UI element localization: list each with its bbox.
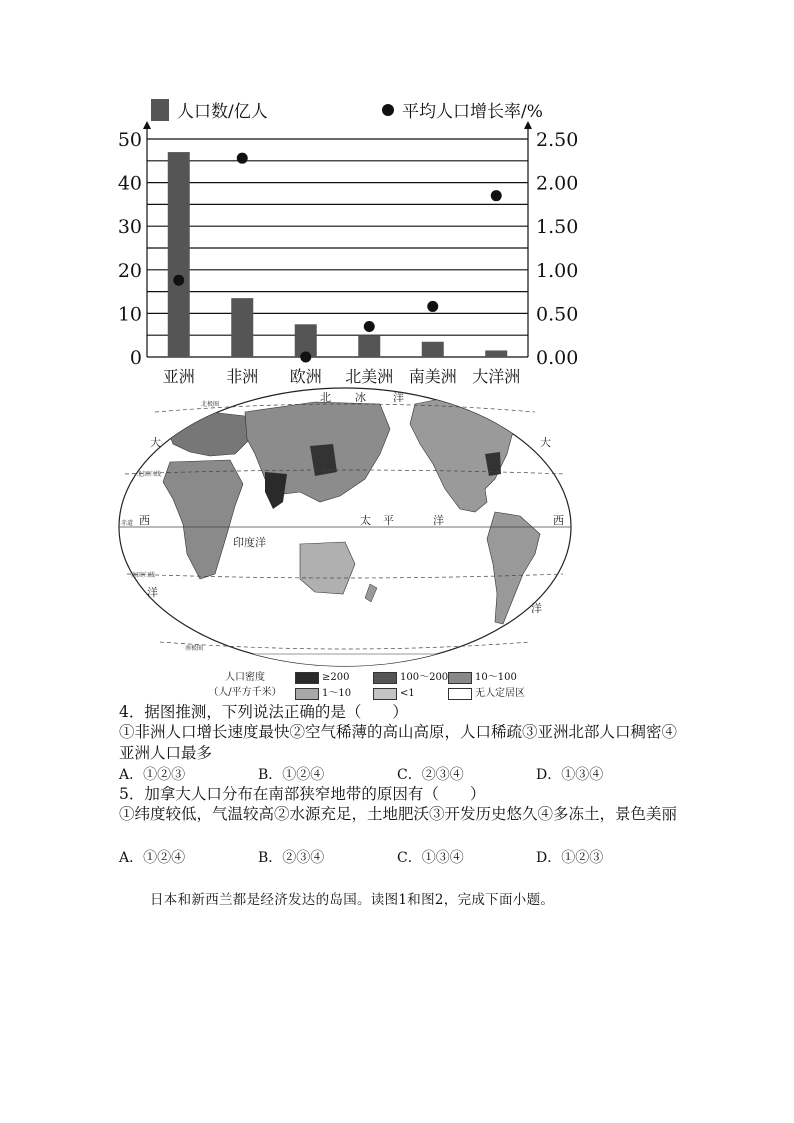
left-axis-arrow: [143, 121, 151, 129]
growth-point-非洲: [237, 153, 248, 164]
label-tropic-n: 北回归线: [137, 471, 162, 478]
label-arctic-1: 北: [320, 391, 331, 404]
greenland-shape: [495, 388, 527, 414]
right-axis-arrow: [524, 121, 532, 129]
map-legend-title-2: （人/平方千米）: [208, 687, 282, 698]
y-right-tick-label: 1.00: [536, 259, 579, 282]
option-a[interactable]: A．①②③: [119, 767, 186, 783]
legend-label: 1～10: [322, 688, 352, 699]
y-right-tick-label: 2.50: [536, 129, 579, 151]
swatch: [448, 688, 472, 700]
label-arctic-2: 冰: [355, 391, 366, 404]
question-4-statements: ①非洲人口增长速度最快②空气稀薄的高山高原，人口稀疏③亚洲北部人口稠密④亚洲人口最多: [119, 723, 678, 762]
x-tick-label: 非洲: [226, 367, 259, 386]
swatch: [295, 688, 319, 700]
option-c[interactable]: C．①③④: [397, 850, 464, 866]
legend-dot-swatch: [382, 104, 394, 116]
y-left-tick-label: 0: [129, 347, 142, 369]
bar-非洲: [231, 298, 253, 357]
antarctica-shape: [155, 654, 535, 669]
legend-growth: [382, 97, 543, 122]
bar-亚洲: [168, 152, 190, 357]
label-atlantic-ne: 大: [540, 436, 551, 449]
legend-population: [151, 97, 268, 122]
y-left-tick-label: 10: [117, 303, 142, 326]
label-pacific-3: 洋: [433, 514, 444, 527]
legend-label: <1: [400, 688, 415, 699]
y-right-tick-label: 2.00: [536, 172, 579, 195]
label-ocean-sw: 洋: [147, 586, 158, 599]
label-arctic-circle: 北极圈: [201, 401, 220, 408]
label-ocean-se: 洋: [531, 602, 542, 615]
legend-density-10-100: [448, 670, 517, 685]
swatch: [295, 672, 319, 684]
x-tick-label: 欧洲: [289, 367, 322, 386]
growth-point-大洋洲: [491, 190, 502, 201]
y-left-tick-label: 20: [117, 259, 142, 282]
label-west-left: 西: [139, 514, 150, 527]
label-antarctic-circle: 南极圈: [185, 645, 204, 652]
label-arctic-3: 洋: [393, 391, 404, 404]
legend-label: ≥200: [322, 672, 350, 683]
label-pacific-1: 太: [360, 514, 371, 527]
question-5-statements: ①纬度较低，气温较高②水源充足，土地肥沃③开发历史悠久④多冻土，景色美丽: [119, 805, 678, 823]
swatch: [373, 688, 397, 700]
x-tick-label: 南美洲: [408, 367, 457, 386]
label-indian-ocean: 印度洋: [233, 536, 266, 549]
legend-density-1-10: [295, 686, 351, 701]
growth-point-南美洲: [427, 301, 438, 312]
world-population-density-map: [115, 384, 575, 669]
growth-point-亚洲: [173, 275, 184, 286]
y-left-tick-label: 40: [117, 172, 142, 195]
legend-growth-label: 平均人口增长率/%: [402, 102, 543, 122]
x-tick-label: 亚洲: [162, 367, 195, 386]
option-d[interactable]: D．①②③: [536, 850, 604, 866]
growth-point-北美洲: [364, 321, 375, 332]
option-b[interactable]: B．②③④: [258, 850, 325, 866]
map-legend-title-1: 人口密度: [225, 672, 265, 683]
question-4-stem: 4．据图推测，下列说法正确的是（ ）: [119, 703, 408, 721]
option-d[interactable]: D．①③④: [536, 767, 604, 783]
option-b[interactable]: B．①②④: [258, 767, 325, 783]
label-pacific-2: 平: [383, 514, 394, 527]
legend-density-200: [295, 670, 349, 685]
legend-uninhabited: [448, 686, 525, 701]
legend-bar-swatch: [151, 99, 169, 121]
population-chart: [0, 0, 794, 392]
bar-北美洲: [358, 335, 380, 357]
legend-density-100-200: [373, 670, 448, 685]
y-right-tick-label: 1.50: [536, 216, 579, 239]
legend-population-label: 人口数/亿人: [177, 102, 268, 122]
y-right-tick-label: 0.50: [536, 303, 579, 326]
legend-density-lt1: [373, 686, 415, 701]
x-tick-label: 北美洲: [345, 367, 394, 386]
label-atlantic-nw: 大: [150, 436, 161, 449]
legend-label: 无人定居区: [475, 688, 525, 699]
intro-text: 日本和新西兰都是经济发达的岛国。读图1和图2，完成下面小题。: [150, 892, 555, 908]
option-a[interactable]: A．①②④: [119, 850, 186, 866]
swatch: [373, 672, 397, 684]
y-left-tick-label: 30: [117, 216, 142, 239]
label-west-right: 西: [553, 514, 564, 527]
bar-南美洲: [422, 342, 444, 357]
option-c[interactable]: C．②③④: [397, 767, 464, 783]
legend-label: 100～200: [400, 672, 449, 683]
swatch: [448, 672, 472, 684]
x-tick-label: 大洋洲: [472, 367, 521, 386]
map-legend-title: [190, 670, 300, 700]
label-tropic-s: 南回归线: [131, 572, 156, 579]
y-left-tick-label: 50: [117, 129, 142, 151]
question-5-stem: 5．加拿大人口分布在南部狭窄地带的原因有（ ）: [119, 785, 486, 803]
y-right-tick-label: 0.00: [536, 347, 579, 369]
bar-大洋洲: [485, 350, 507, 357]
legend-label: 10～100: [475, 672, 517, 683]
label-equator: 赤道: [121, 520, 134, 527]
growth-point-欧洲: [300, 352, 311, 363]
